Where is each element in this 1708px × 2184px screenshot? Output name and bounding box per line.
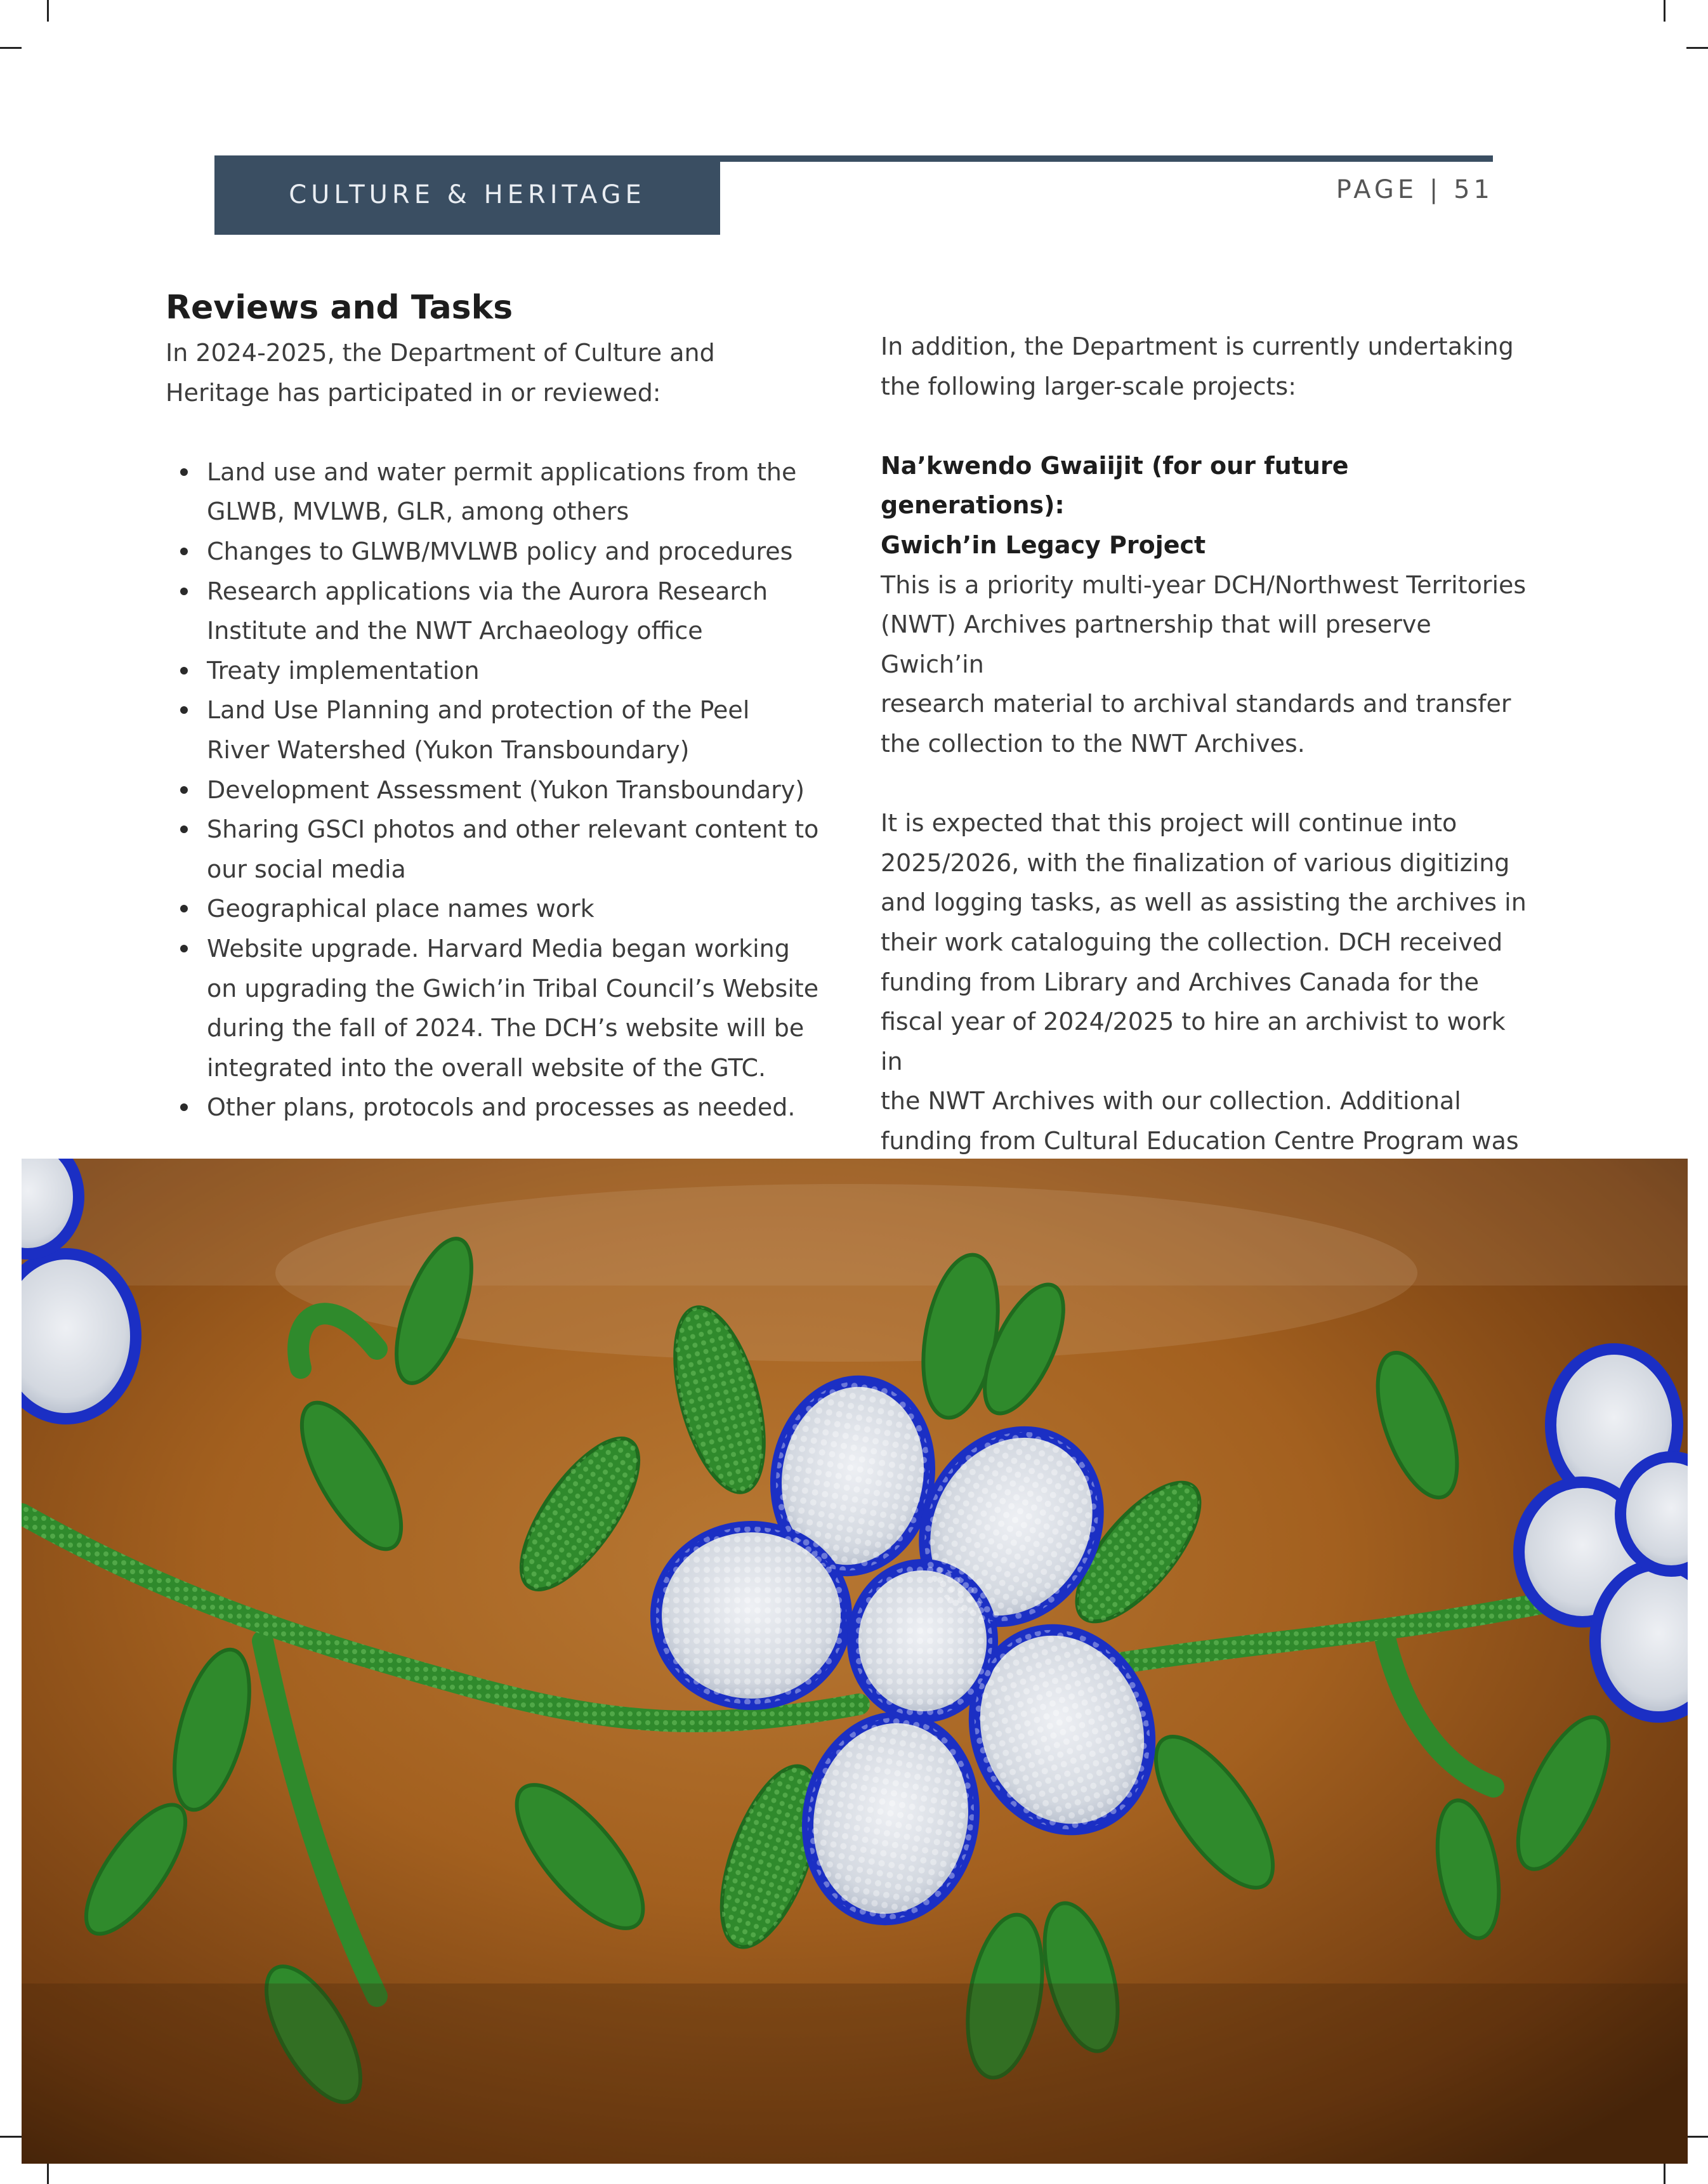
list-item [207, 889, 819, 929]
text-line: Land Use Planning and protection of the Peel [207, 696, 750, 725]
text-line: our social media [207, 855, 406, 883]
text-line: In 2024-2025, the Department of Culture and [166, 339, 715, 367]
text-line: their work cataloguing the collection. DCH received [881, 928, 1503, 956]
left-column [166, 282, 819, 1128]
text-line: Heritage has participated in or reviewed: [166, 378, 661, 407]
crop-mark [1686, 2136, 1708, 2138]
text-line: Land use and water permit applications from the [207, 457, 797, 486]
text-line: the following larger-scale projects: [881, 372, 1297, 400]
text-line: the collection to the NWT Archives. [881, 729, 1305, 758]
text-line: on upgrading the Gwich’in Tribal Council’s Website [207, 974, 819, 1003]
text-line: 2025/2026, with the finalization of various digitizing [881, 848, 1510, 877]
project-paragraph [881, 565, 1534, 764]
text-line: Na’kwendo Gwaiijit (for our future generations): [881, 451, 1349, 520]
right-column [881, 327, 1534, 1240]
text-line: funding from Library and Archives Canada for the [881, 968, 1479, 996]
list-item [207, 452, 819, 532]
text-line: GLWB, MVLWB, GLR, among others [207, 497, 629, 526]
text-line: Development Assessment (Yukon Transboundary) [207, 775, 805, 804]
text-line: Institute and the NWT Archaeology office [207, 617, 703, 645]
intro-paragraph [166, 333, 819, 412]
text-line: funding from Cultural Education Centre Program was [881, 1126, 1519, 1155]
crop-mark [47, 0, 49, 22]
text-line: research material to archival standards and transfer [881, 690, 1511, 718]
crop-mark [1686, 47, 1708, 49]
page-number: PAGE | 51 [1336, 175, 1494, 204]
list-item [207, 810, 819, 889]
text-line: during the fall of 2024. The DCH’s website will be [207, 1014, 805, 1043]
text-line: This is a priority multi-year DCH/Northwest Territories [881, 570, 1527, 599]
crop-mark [0, 2136, 22, 2138]
header-rule [720, 155, 1493, 162]
text-line: Research applications via the Aurora Research [207, 577, 768, 605]
list-item [207, 532, 819, 572]
section-title: CULTURE & HERITAGE [289, 180, 646, 209]
beadwork-photo [22, 1159, 1688, 2164]
text-line: integrated into the overall website of the GTC. [207, 1053, 766, 1082]
text-line: It is expected that this project will continue into [881, 809, 1457, 838]
intro-paragraph [881, 327, 1534, 406]
list-item [207, 1088, 819, 1128]
text-line: River Watershed (Yukon Transboundary) [207, 735, 690, 764]
text-line: fiscal year of 2024/2025 to hire an archivist to work in [881, 1008, 1506, 1076]
text-line: and logging tasks, as well as assisting the archives in [881, 888, 1527, 917]
list-item [207, 929, 819, 1088]
text-line: the NWT Archives with our collection. Additional [881, 1087, 1461, 1115]
text-line: Sharing GSCI photos and other relevant content to [207, 815, 819, 844]
list-item [207, 770, 819, 810]
review-list [166, 452, 819, 1128]
list-item [207, 690, 819, 770]
list-item [207, 572, 819, 651]
text-line: (NWT) Archives partnership that will preserve Gwich’in [881, 610, 1431, 678]
list-item [207, 651, 819, 691]
text-line: In addition, the Department is currently undertaking [881, 332, 1514, 360]
text-line: Other plans, protocols and processes as needed. [207, 1093, 796, 1122]
text-line: Website upgrade. Harvard Media began working [207, 934, 790, 963]
crop-mark [0, 47, 22, 49]
project-title [881, 446, 1534, 565]
text-line: Treaty implementation [207, 656, 480, 685]
text-line: Geographical place names work [207, 895, 595, 923]
text-line: Changes to GLWB/MVLWB policy and procedures [207, 537, 793, 565]
text-line: Gwich’in Legacy Project [881, 530, 1206, 559]
crop-mark [1664, 2162, 1665, 2184]
section-heading: Reviews and Tasks [166, 289, 513, 327]
crop-mark [1664, 0, 1665, 22]
crop-mark [47, 2162, 49, 2184]
